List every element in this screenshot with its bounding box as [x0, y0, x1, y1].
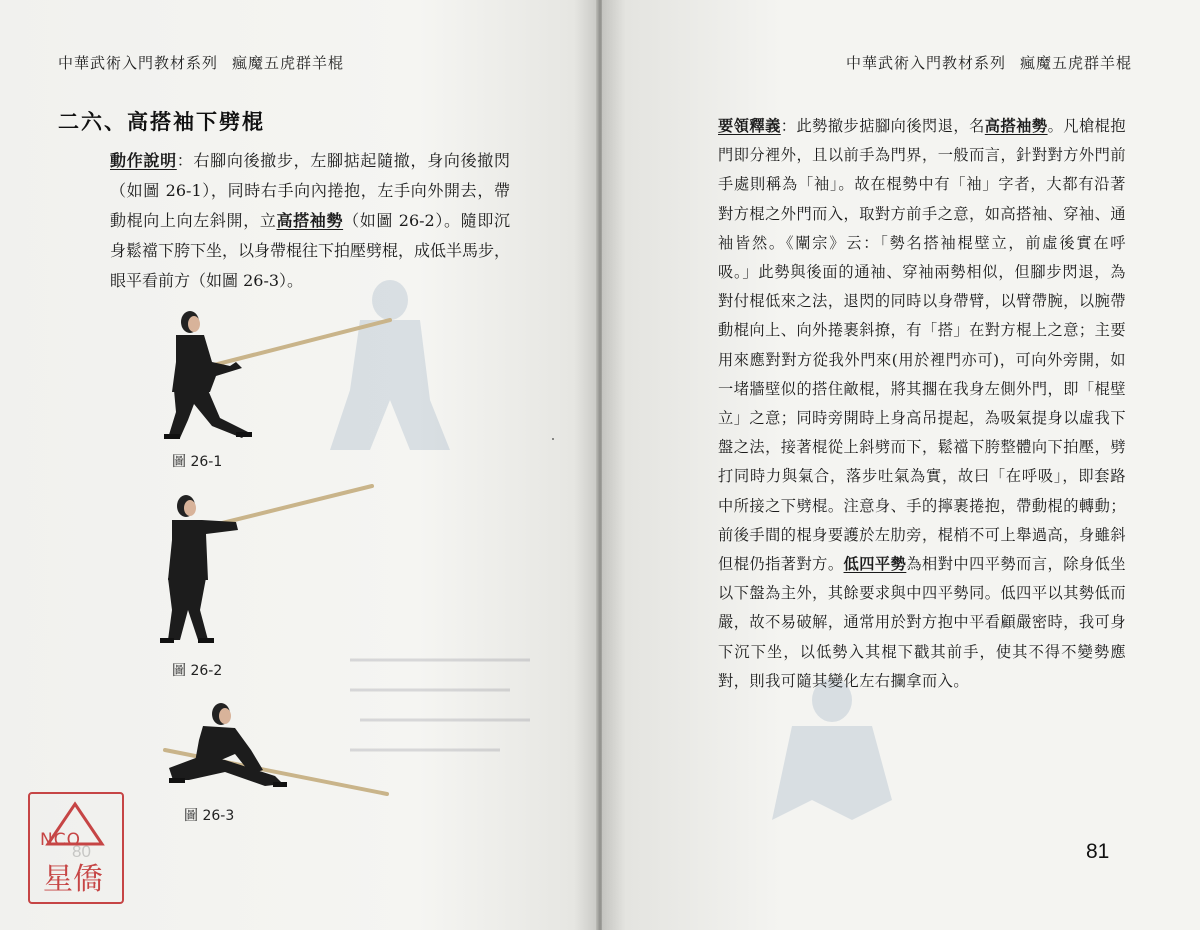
action-label: 動作說明	[110, 151, 177, 170]
key-points-text-3: 為相對中四平勢而言，除身低坐以下盤為主外，其餘要求與中四平勢同。低四平以其勢低而嚴，故不易破解，通常用於對方抱中平看顧嚴密時，我可身下沉下坐，以低勢入其棍下戳其前手，使其不得不變勢應對，則我可隨其變化左右攔拿而入。	[718, 555, 1127, 690]
stance-term-high: 高搭袖勢	[984, 117, 1048, 135]
watermark-stamp	[28, 792, 124, 904]
figure-26-2-image	[150, 480, 380, 655]
paper-speck	[552, 438, 554, 440]
figure-26-1-caption: 圖 26-1	[172, 454, 223, 470]
action-text-1: 右腳向後撤步，左腳掂起隨撤，身向後撤閃（如圖 26-1），同時右手向內捲抱，左手向外開去，帶動棍向上向左斜開，立	[110, 151, 510, 230]
figure-26-2-caption: 圖 26-2	[172, 663, 223, 679]
book-title: 瘋魔五虎群羊棍	[1019, 54, 1132, 72]
right-running-head	[846, 52, 1132, 73]
key-points-text-1: 此勢撤步掂腳向後閃退，名	[796, 117, 985, 135]
series-title: 中華武術入門教材系列	[58, 54, 219, 72]
key-points-text-2: 。凡槍棍抱門即分裡外，且以前手為門界，一般而言，針對對方外門前手處則稱為「袖」。故在棍勢中有「袖」字者，大都有沿著對方棍之外門而入，取對方前手之意，如高搭袖、穿袖、通袖皆然。《闡宗》云：「勢名搭袖棍壁立，前虛後實在呼吸。」此勢與後面的通袖、穿袖兩勢相似，但腳步閃退，為對付棍低來之法，退閃的同時以身帶臂，以臂帶腕，以腕帶動棍向上、向外捲裹斜撩，有「搭」在對方棍上之意；主要用來應對對方從我外門來(用於裡門亦可)，可向外旁開，如一堵牆壁似的搭住敵棍，將其擱在我身左側外門，即「棍壁立」之意；同時旁開時上身高吊提起，為吸氣提身以虛我下盤之法，接著棍從上斜劈而下，鬆襠下胯整體向下拍壓，劈打同時力與氣合，落步吐氣為實，故曰「在呼吸」，即套路中所接之下劈棍。注意身、手的擰裹捲抱，帶動棍的轉動；前後手間的棍身要護於左肋旁，棍梢不可上舉過高，身雖斜但棍仍指著對方。	[718, 117, 1127, 574]
right-page-number: 81	[1086, 840, 1110, 863]
left-page	[0, 0, 598, 930]
figure-26-3-image	[155, 700, 395, 800]
left-running-head	[58, 52, 344, 73]
stance-term: 高搭袖勢	[276, 211, 344, 230]
section-title: 二六、高搭袖下劈棍	[58, 109, 265, 134]
stamp-text-chinese: 星僑	[43, 862, 103, 897]
stamp-text-nco: NCO	[40, 830, 81, 850]
stance-term-low: 低四平勢	[843, 555, 907, 574]
book-title: 瘋魔五虎群羊棍	[232, 54, 345, 72]
series-title: 中華武術入門教材系列	[845, 54, 1006, 72]
action-description: 動作說明：右腳向後撤步，左腳掂起隨撤，身向後撤閃（如圖 26-1），同時右手向內捲抱，左手向外開去，帶動棍向上向左斜開，立高搭袖勢（如圖 26-2）。隨即沉身鬆襠下胯下坐，以身帶棍往下拍壓劈棍，成低半馬步，眼平看前方（如圖 26-3）。	[110, 151, 511, 290]
action-text-2: （如圖 26-2）。隨即沉身鬆襠下胯下坐，以身帶棍往下拍壓劈棍，成低半馬步，眼平看前方（如圖 26-3）。	[110, 211, 511, 290]
figure-26-3-caption: 圖 26-3	[184, 808, 235, 824]
key-points-label: 要領釋義	[718, 117, 781, 135]
key-points-explanation: 要領釋義：此勢撤步掂腳向後閃退，名高搭袖勢。凡槍棍抱門即分裡外，且以前手為門界，一般而言，針對對方外門前手處則稱為「袖」。故在棍勢中有「袖」字者，大都有沿著對方棍之外門而入，取對方前手之意，如高搭袖、穿袖、通袖皆然。《闡宗》云：「勢名搭袖棍壁立，前虛後實在呼吸。」此勢與後面的通袖、穿袖兩勢相似，但腳步閃退，為對付棍低來之法，退閃的同時以身帶臂，以臂帶腕，以腕帶動棍向上、向外捲裹斜撩，有「搭」在對方棍上之意；主要用來應對對方從我外門來(用於裡門亦可)，可向外旁開，如一堵牆壁似的搭住敵棍，將其擱在我身左側外門，即「棍壁立」之意；同時旁開時上身高吊提起，為吸氣提身以虛我下盤之法，接著棍從上斜劈而下，鬆襠下胯整體向下拍壓，劈打同時力與氣合，落步吐氣為實，故曰「在呼吸」，即套路中所接之下劈棍。注意身、手的擰裹捲抱，帶動棍的轉動；前後手間的棍身要護於左肋旁，棍梢不可上舉過高，身雖斜但棍仍指著對方。低四平勢為相對中四平勢而言，除身低坐以下盤為主外，其餘要求與中四平勢同。低四平以其勢低而嚴，故不易破解，通常用於對方抱中平看顧嚴密時，我可身下沉下坐，以低勢入其棍下戳其前手，使其不得不變勢應對，則我可隨其變化左右攔拿而入。	[718, 117, 1127, 690]
figure-26-1-image	[150, 300, 400, 445]
right-page	[602, 0, 1200, 930]
